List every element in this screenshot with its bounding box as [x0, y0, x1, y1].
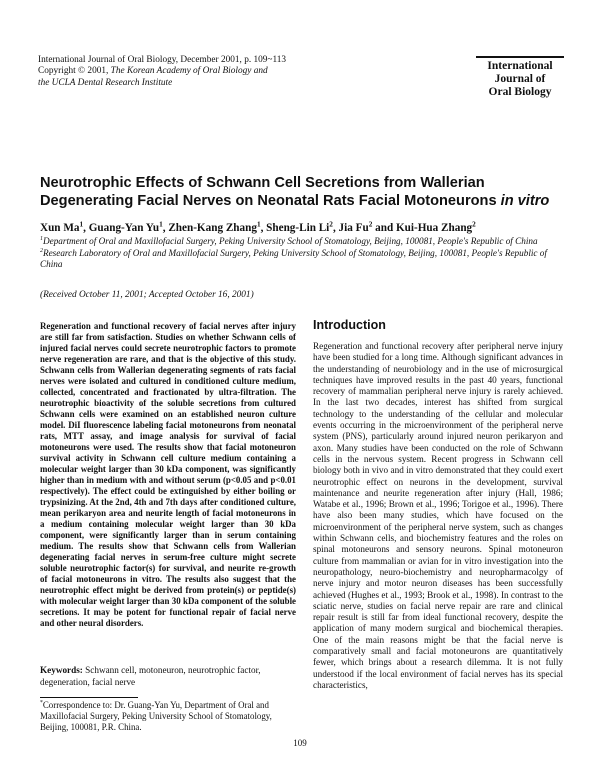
- author: Xun Ma: [40, 222, 80, 234]
- author: Kui-Hua Zhang: [395, 222, 473, 234]
- logo-line-3: Oral Biology: [488, 85, 552, 98]
- paper-title: Neurotrophic Effects of Schwann Cell Secretions from Wallerian Degenerating Facial Nerves on Neonatal Rats Facial Motoneurons in vitro: [40, 175, 550, 209]
- journal-citation: [38, 55, 368, 89]
- introduction-body: Regeneration and functional recovery after peripheral nerve injury have been studied for a long time. Although significant advances in the understanding of neurobiology and in the use of microsurgical techniques have improved results in the past 40 years, functional recovery of mammalian peripheral nerve injury is rarely achieved. In the last two decades, interest has shifted from surgical technology to the understanding of the cellular and molecular events occurring in the microenvironment of the peripheral nerve system (PNS), particularly around injured neuron perikaryon and axon. Many studies have been conducted on the role of Schwann cells in the nervous system. Recent progress in Schwann cell biology both in vivo and in vitro demonstrated that they could exert neurotrophic effect on neurons in the development, survival maintenance and neurite regeneration after injury (Hall, 1986; Watabe et al., 1996; Brown et al., 1996; Torigoe et al., 1996). There have also been many studies, which have focused on the microenvironment of the peripheral nerve system, such as changes within Schwann cells, and biochemistry features and the roles on spinal motoneurons and sensory neurons. Spinal motoneuron culture from mammalian or avian for in vitro investigation into the neuropathology, neuro-biochemistry and neuropharmacolgy of nerve injury and motor neuron diseases has been successfully achieved (Hughes et al., 1993; Brook et al., 1998). In contrast to the sciatic nerve, studies on facial nerve repair are rare and clinical repair result is still far from ideal functional recovery, despite the application of many modern surgical and biochemical therapies. One of the main reasons might be that the facial nerve is comparatively small and facial motoneurons are quantitatively fewer, which brings about a research dilemma. It is not fully understood if the local environment of facial nerves has its special characteristics,: [313, 341, 563, 690]
- logo-line-2: Journal of: [494, 72, 546, 85]
- section-heading: Introduction: [313, 318, 386, 332]
- citation-line-2: Copyright © 2001, The Korean Academy of Oral Biology and: [38, 66, 268, 77]
- citation-line-3: the UCLA Dental Research Institute: [38, 77, 173, 88]
- logo-rule: [476, 56, 564, 58]
- affiliations: [40, 236, 570, 271]
- affiliation-1: $^1$Department of Oral and Maxillofacial Surgery, Peking University School of Stomatology, Beijing, 100081, People's Republic of China: [40, 235, 538, 246]
- received-dates: (Received October 11, 2001; Accepted October 16, 2001): [40, 290, 254, 300]
- author: Guang-Yan Yu: [88, 222, 160, 234]
- page-number: 109: [293, 738, 307, 748]
- footnote-rule: [40, 697, 138, 698]
- keywords: Keywords: Schwann cell, motoneuron, neurotrophic factor, degeneration, facial nerve: [40, 665, 261, 687]
- abstract: Regeneration and functional recovery of facial nerves after injury are still far from satisfaction. Studies on whether Schwann cells of injured facial nerves could secrete neurotrophic factors to promote nerve regeneration are rare, and that is the objective of this study. Schwann cells from Wallerian degenerating segments of rats facial nerves were isolated and cultured in conditioned culture medium, collected, concentrated and fractionated by ultra-filtration. The neurotrophic bioactivity of the soluble secretions from cultured Schwann cells were examined on an established neuron culture model. DiI fluorescence labeling facial motoneurons from neonatal rats, MTT assay, and image analysis for survival of facial motoneurons were used. The results show that facial motoneuron survival activity in Schwann cell culture medium containing a molecular weight larger than 30 kDa component, was significantly higher than in medium with and without serum (p<0.05 and p<0.01 respectively). The effect could be extinguished by either boiling or trypsinizing. At the 2nd, 4th and 7th days after conditioned culture, mean perikaryon area and neurite length of facial motoneurons in a medium containing molecular weight larger than 30 kDa component, were significantly larger than in serum containing medium. The results show that Schwann cells from Wallerian degenerating facial nerves in serum-free culture might secrete soluble neurotrophic factor(s) for survival, and neurite re-growth of facial motoneurons in vitro. The results also suggest that the neurotrophic effect might be derived from protein(s) or peptide(s) with molecular weight larger than 30 kDa component of the soluble secretions. It may be potent for functional repair of facial nerve and other neural disorders.: [40, 321, 296, 628]
- author: Sheng-Lin Li: [266, 222, 330, 234]
- affiliation-2: $^2$Research Laboratory of Oral and Maxillofacial Surgery, Peking University School of Stomatology, Beijing, 100081, People's Republic of China: [40, 247, 547, 270]
- footnote: *Correspondence to: Dr. Guang-Yan Yu, Department of Oral and Maxillofacial Surgery, Peking University School of Stomatology, Beijing, 100081, P.R. China.: [40, 700, 272, 733]
- citation-line-1: International Journal of Oral Biology, December 2001, p. 109~113: [38, 55, 287, 65]
- journal-logo: [476, 60, 564, 98]
- logo-line-1: International: [487, 60, 553, 72]
- author-list: Xun Ma$^1$, Guang-Yan Yu$^1$, Zhen-Kang Zhang$^1$, Sheng-Lin Li$^2$, Jia Fu$^2$ and Kui-Hua Zhang$^2$: [40, 220, 476, 234]
- author: Jia Fu: [338, 222, 369, 234]
- author: Zhen-Kang Zhang: [168, 222, 257, 234]
